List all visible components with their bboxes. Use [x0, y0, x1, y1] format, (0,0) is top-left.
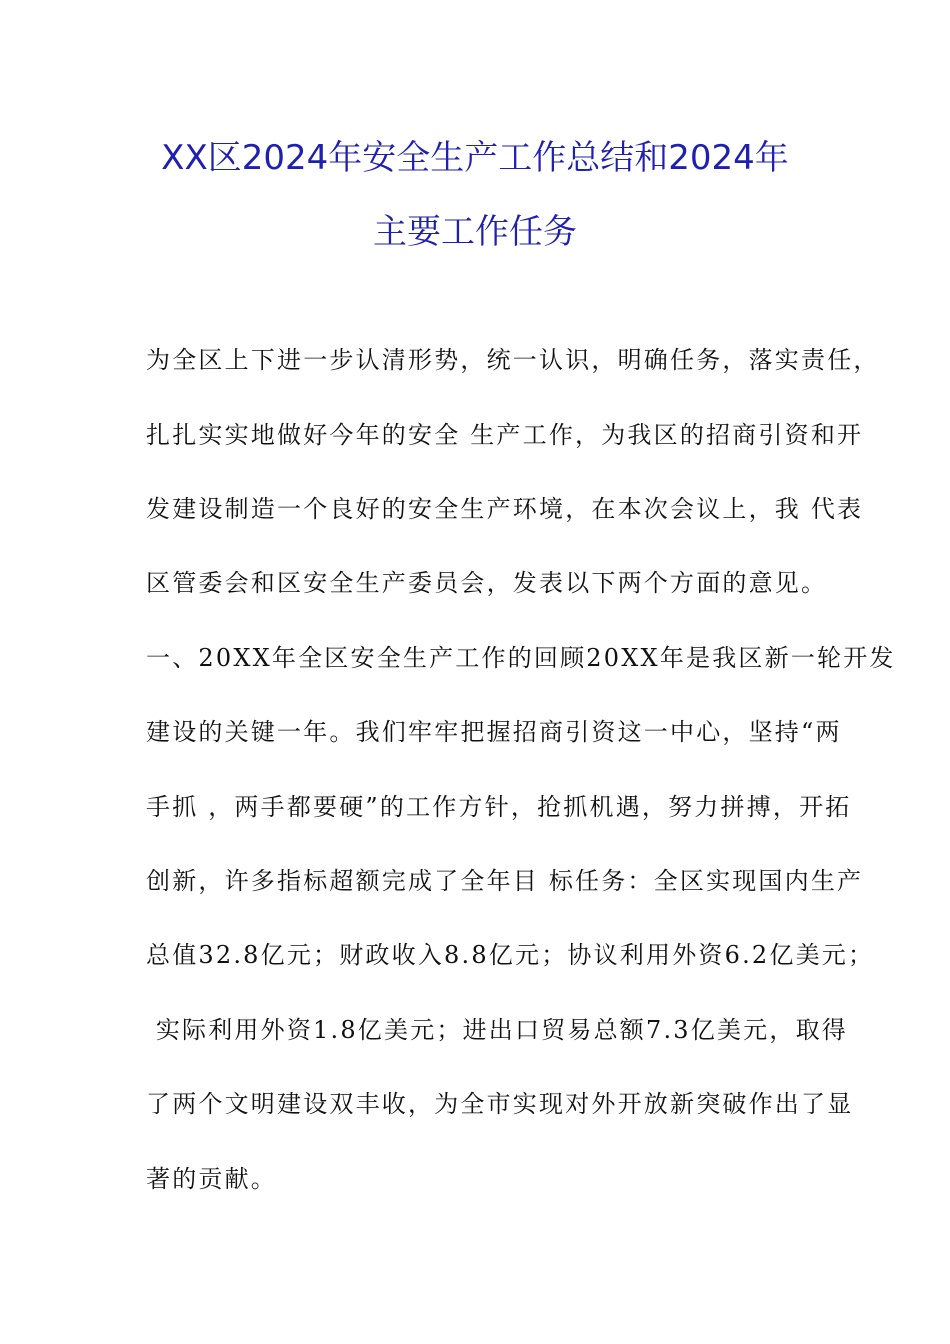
body-text-line: 手抓 ，两手都要硬”的工作方针，抢抓机遇，努力拼搏，开拓 — [146, 793, 852, 821]
body-text-line: 实际利用外资1.8亿美元；进出口贸易总额7.3亿美元，取得 — [146, 1016, 848, 1044]
body-text-line: 发建设制造一个良好的安全生产环境，在本次会议上，我 代表 — [146, 495, 864, 523]
body-text-line: 总值32.8亿元；财政收入8.8亿元；协议利用外资6.2亿美元； — [146, 941, 875, 969]
body-text-line: 建设的关键一年。我们牢牢把握招商引资这一中心，坚持“两 — [146, 718, 842, 746]
body-text-line: 扎扎实实地做好今年的安全 生产工作，为我区的招商引资和开 — [146, 421, 864, 449]
body-text-line: 创新，许多指标超额完成了全年目 标任务：全区实现国内生产 — [146, 867, 864, 895]
document-title-line-2: 主要工作任务 — [373, 212, 577, 252]
body-text-line: 著的贡献。 — [146, 1165, 277, 1193]
body-text-line: 了两个文明建设双丰收，为全市实现对外开放新突破作出了显 — [146, 1090, 854, 1118]
body-text-line: 一、20XX年全区安全生产工作的回顾20XX年是我区新一轮开发 — [146, 644, 896, 672]
document-title-line-1: XX区2024年安全生产工作总结和2024年 — [161, 138, 789, 178]
body-text-line: 为全区上下进一步认清形势，统一认识，明确任务，落实责任， — [146, 346, 880, 374]
body-text-line: 区管委会和区安全生产委员会，发表以下两个方面的意见。 — [146, 569, 828, 597]
